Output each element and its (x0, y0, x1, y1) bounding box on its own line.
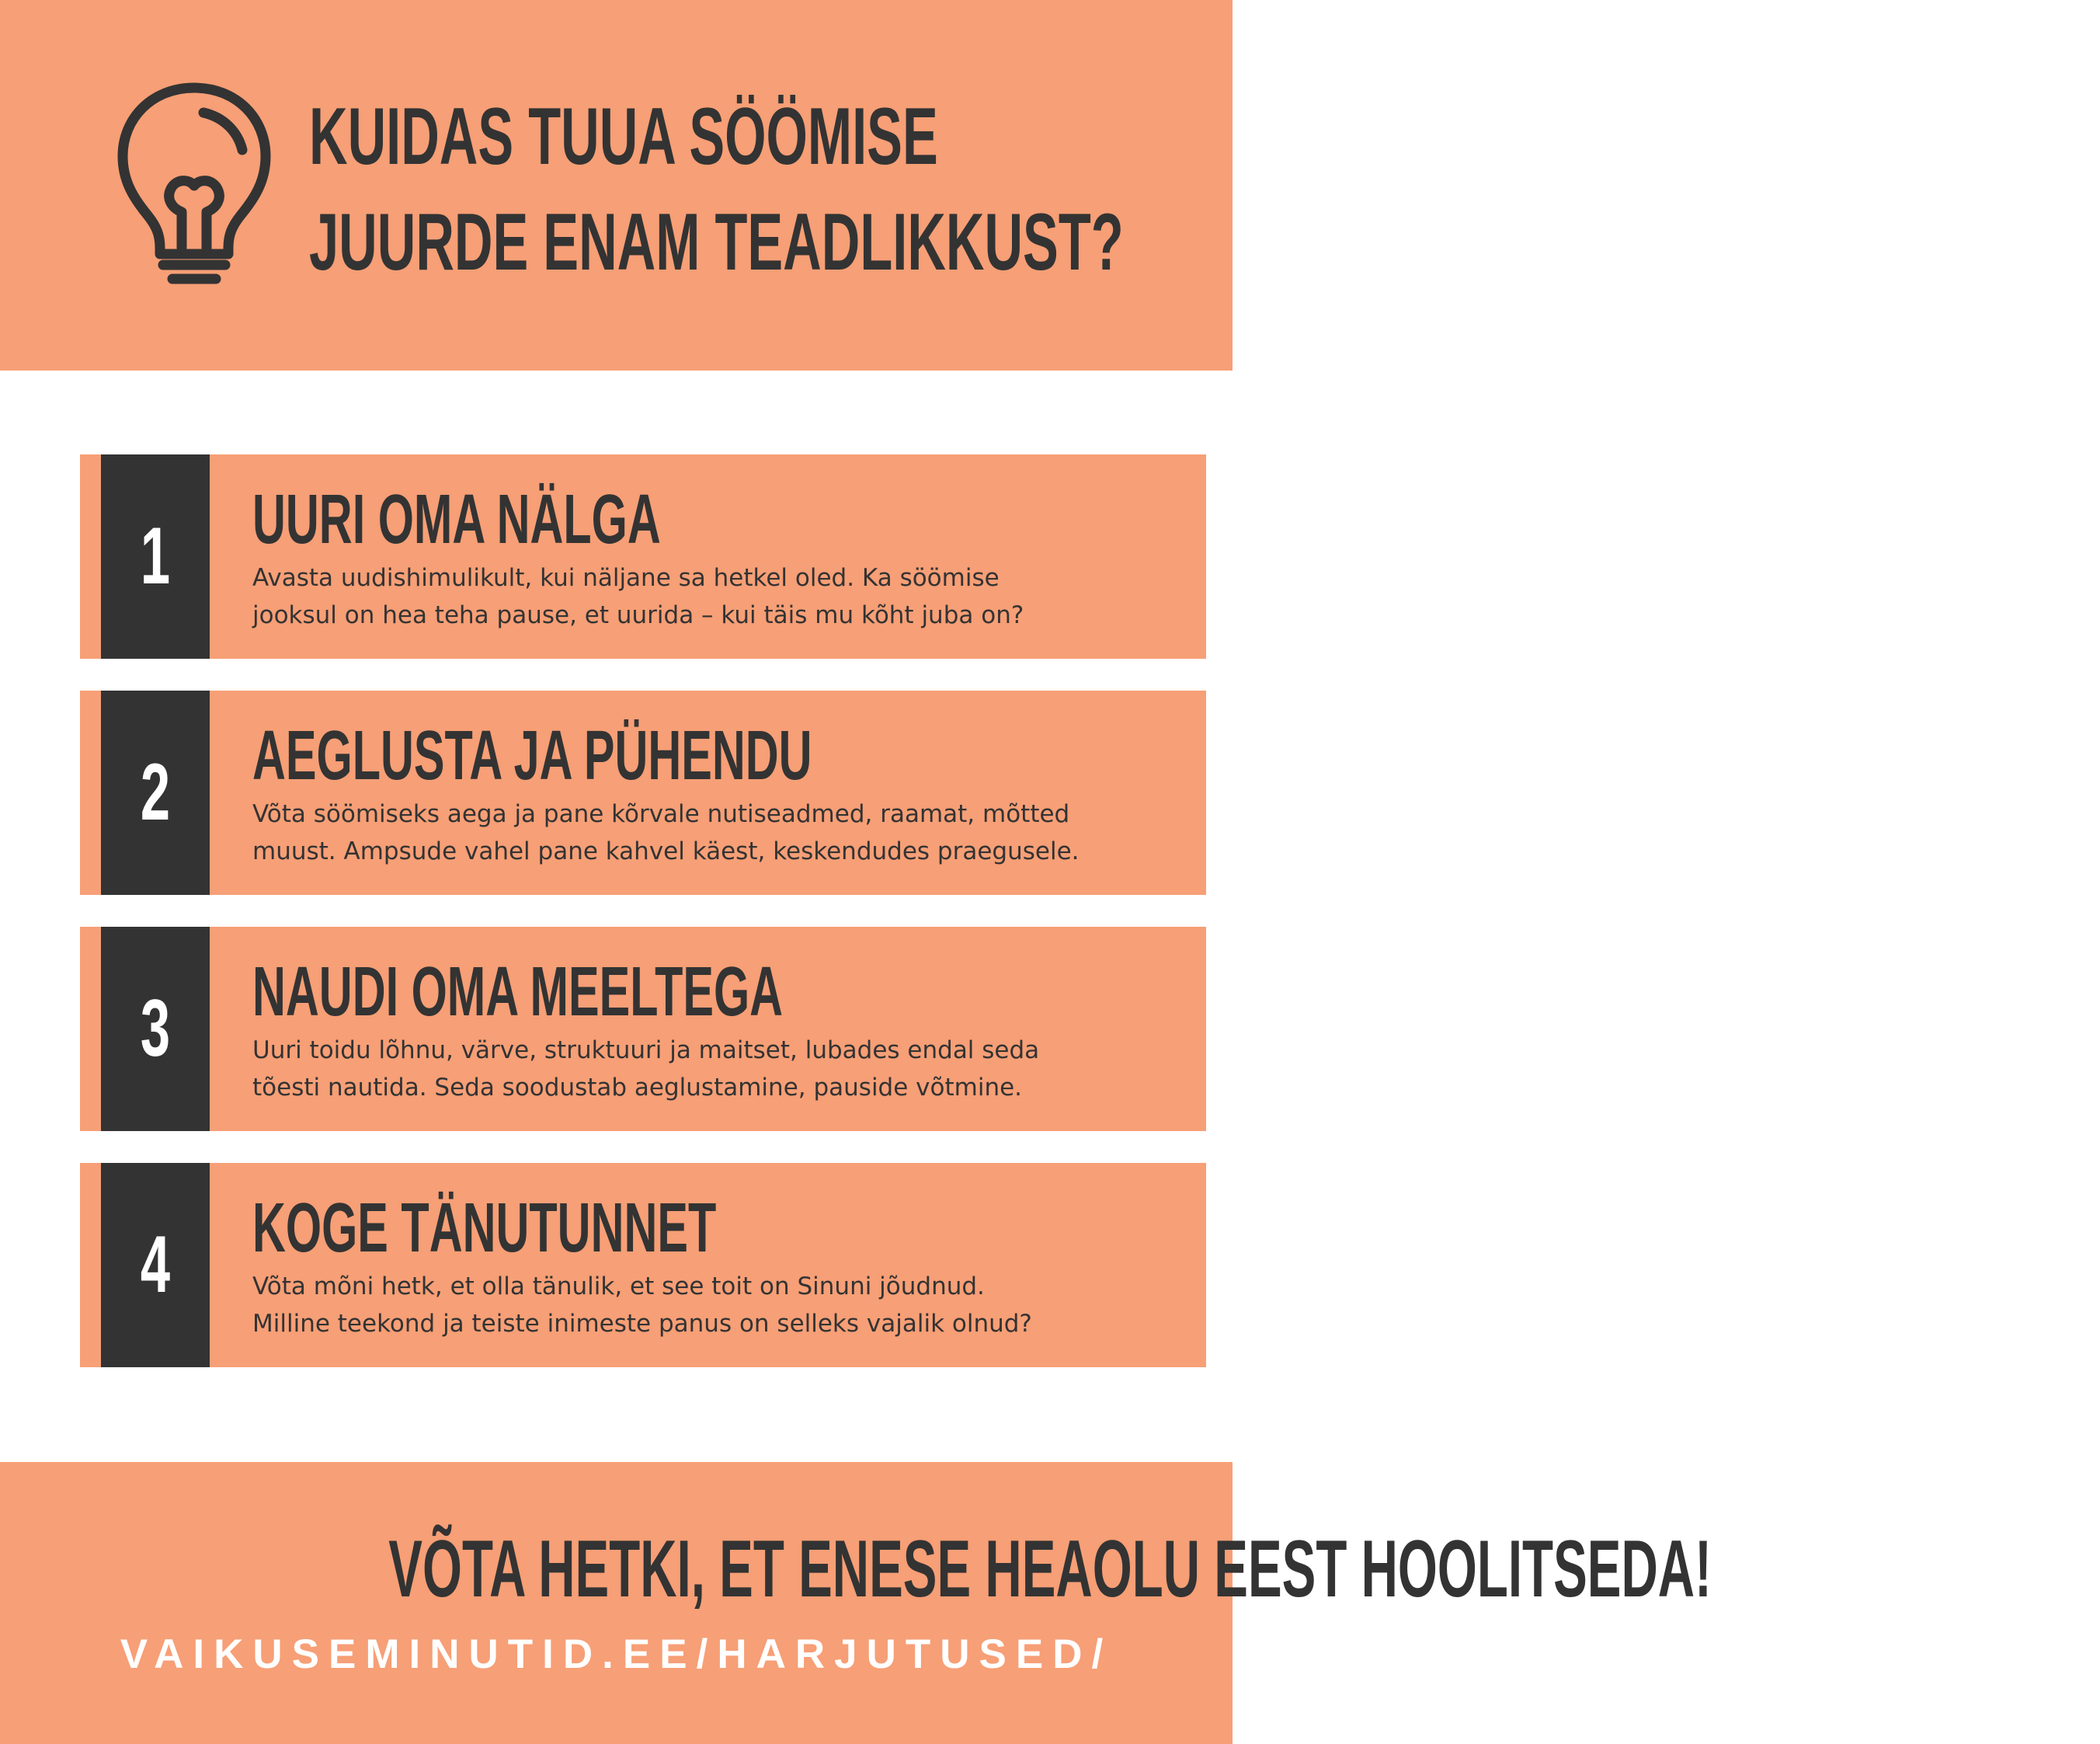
step-title: UURI OMA NÄLGA (252, 481, 661, 559)
step-title: KOGE TÄNUTUNNET (252, 1189, 717, 1267)
step-number-box (101, 1163, 210, 1367)
step-title: NAUDI OMA MEELTEGA (252, 953, 784, 1031)
footer-slogan-text: VÕTA HETKI, ET ENESE HEAOLU EEST HOOLITSEDA! (388, 1524, 1712, 1614)
step-number-box (101, 927, 210, 1131)
step-description (252, 1032, 1200, 1106)
title-line-2: JUURDE ENAM TEADLIKKUST? (309, 197, 1124, 287)
step-card-4 (80, 1163, 1206, 1367)
lightbulb-icon (116, 82, 272, 287)
step-number-box (101, 454, 210, 659)
step-description-line: muust. Ampsude vahel pane kahvel käest, keskendudes praegusele. (252, 837, 1080, 865)
step-description-line: Võta mõni hetk, et olla tänulik, et see toit on Sinuni jõudnud. (252, 1272, 985, 1300)
header-banner (0, 0, 1233, 371)
step-description-line: Uuri toidu lõhnu, värve, struktuuri ja maitset, lubades endal seda (252, 1036, 1040, 1064)
step-card-1 (80, 454, 1206, 659)
step-card-2 (80, 691, 1206, 895)
title-line-1: KUIDAS TUUA SÖÖMISE (309, 92, 938, 182)
step-description-line: Avasta uudishimulikult, kui näljane sa hetkel oled. Ka söömise (252, 564, 1000, 592)
footer-slogan (0, 1523, 1712, 1616)
step-card-3 (80, 927, 1206, 1131)
step-number: 1 (140, 511, 171, 601)
step-number: 2 (140, 747, 171, 837)
footer-url-link[interactable]: VAIKUSEMINUTID.EE/HARJUTUSED/ (120, 1631, 1113, 1677)
step-description-line: tõesti nautida. Seda soodustab aeglustamine, pauside võtmine. (252, 1074, 1023, 1102)
step-number: 4 (140, 1220, 171, 1310)
step-number-box (101, 691, 210, 895)
step-description-line: Milline teekond ja teiste inimeste panus on selleks vajalik olnud? (252, 1310, 1032, 1338)
step-description (252, 795, 1200, 870)
step-title: AEGLUSTA JA PÜHENDU (252, 717, 812, 795)
step-description-line: Võta söömiseks aega ja pane kõrvale nutiseadmed, raamat, mõtted (252, 800, 1070, 828)
step-description (252, 1268, 1200, 1342)
step-description-line: jooksul on hea teha pause, et uurida – kui täis mu kõht juba on? (252, 601, 1024, 629)
step-number: 3 (140, 983, 171, 1074)
step-description (252, 559, 1200, 634)
page-title (309, 84, 1124, 295)
